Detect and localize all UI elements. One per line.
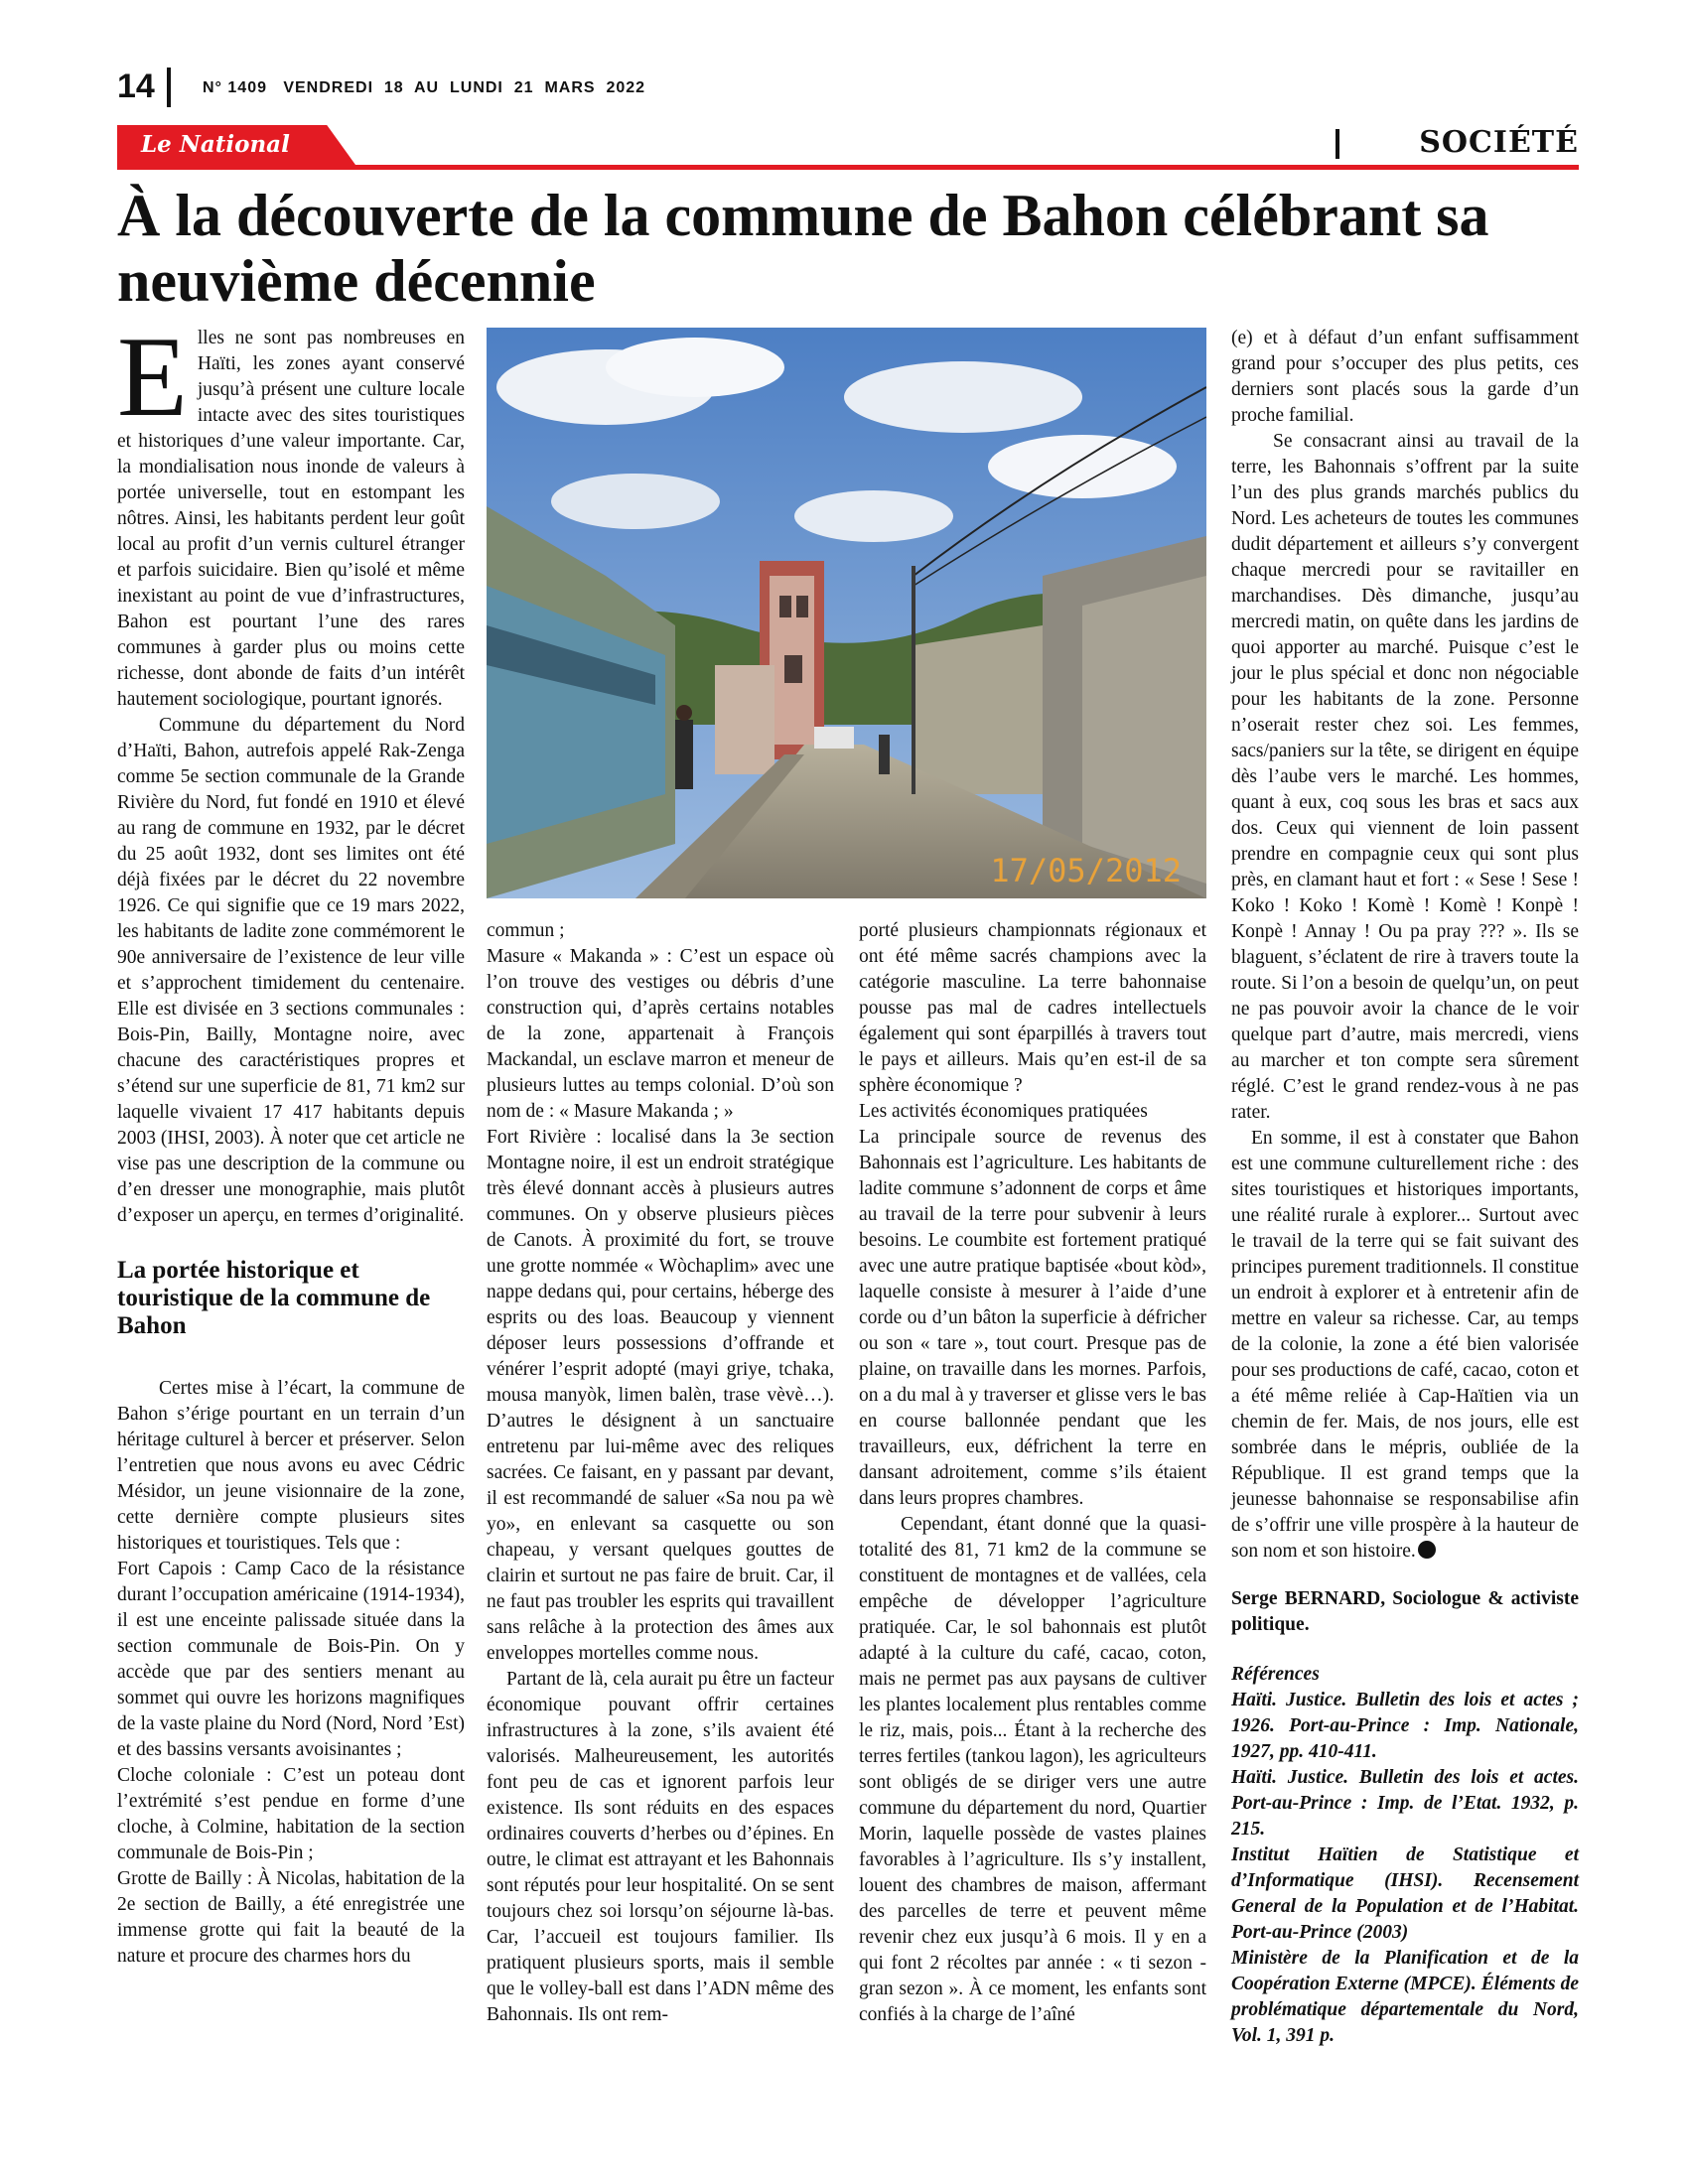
red-rule <box>117 165 1579 170</box>
article-column-2 <box>487 918 834 2028</box>
page-header <box>117 66 1577 115</box>
paragraph: Fort Capois : Camp Caco de la résistance durant l’occupation américaine (1914-1934), il est une enceinte palissade située dans la section communale de Bois-Pin. On y accède que par des sentiers menant au sommet qui ouvre les horizons magnifiques de la vaste plaine du Nord (Nord, Nord ’Est) et des bassins versants avoisinantes ; <box>117 1559 465 1760</box>
reference-item: Haïti. Justice. Bulletin des lois et actes ; 1926. Port-au-Prince : Imp. Nationale, 1927, pp. 410-411. <box>1231 1690 1579 1762</box>
section-subheading: La portée historique et touristique de la commune de Bahon <box>117 1257 431 1339</box>
reference-item: Ministère de la Planification et de la Coopération Externe (MPCE). Éléments de problématique départementale du Nord, Vol. 1, 391 p. <box>1231 1948 1579 2046</box>
paragraph: Grotte de Bailly : À Nicolas, habitation de la 2e section de Bailly, a été enregistrée une immense grotte qui fait la beauté de la nature et procure des charmes hors du <box>117 1868 465 1967</box>
author-signature-end: . <box>1304 1614 1310 1635</box>
issue-date-line: N° 1409 VENDREDI 18 AU LUNDI 21 MARS 2022 <box>203 79 646 96</box>
paragraph: Se consacrant ainsi au travail de la terre, les Bahonnais s’offrent par la suite l’un des plus grands marchés publics du Nord. Les acheteurs de toutes les communes dudit département et ailleurs s’y convergent chaque mercredi pour se ravitailler en marchandises. Dès dimanche, jusqu’au mercredi matin, on quête dans les jardins de quoi apporter au marché. Puisque c’est le jour le plus spécial et donc non négociable pour les habitants de la zone. Personne n’oserait rester chez soi. Les femmes, sacs/paniers sur la tête, se dirigent en équipe dès l’aube vers le marché. Les hommes, quant à eux, coq sous les bras et sacs aux dos. Ceux qui viennent de loin passent prendre en compagnie ceux qui sont plus près, en clamant haut et fort : « Sese ! Sese ! Koko ! Koko ! Komè ! Komè ! Konpè ! Konpè ! Annay ! Ou pa pray ??? ». Ils se blaguent, s’éclatent de rire à travers toute la route. Si l’on a besoin de quelqu’un, on peut ne pas pouvoir avoir la chance de le voir quelque part d’autre, mais mercredi, viens au marcher et ton compte sera sûrement réglé. C’est le grand rendez-vous à ne pas rater. <box>1231 431 1579 1123</box>
street-scene-image <box>487 328 1206 898</box>
intro-text: lles ne sont pas nombreuses en Haïti, les zones ayant conservé jusqu’à présent une culture locale intacte avec des sites touristiques et historiques d’une valeur importante. Car, la mondialisation nous inonde de valeurs à portée universelle, tout en estompant les nôtres. Ainsi, les habitants perdent leur goût local au profit d’un vernis culturel étranger et parfois suicidaire. Bien qu’isolé et même inexistant au point de vue d’infrastructures, Bahon est pourtant l’une des rares communes à garder plus ou moins cette richesse, dont abonde de faits d’un intérêt hautement sociologique, pourtant ignorés. <box>117 328 465 710</box>
paragraph: Commune du département du Nord d’Haïti, Bahon, autrefois appelé Rak-Zenga comme 5e section communale de la Grande Rivière du Nord, fut fondé en 1910 et élevé au rang de commune en 1932, par le décret du 25 août 1932, dont ses limites ont été déjà fixées par le décret du 22 novembre 1926. Ce qui signifie que ce 19 mars 2022, les habitants de ladite zone commémorent le 90e anniversaire de l’existence de leur ville et s’approchent timidement du centenaire. Elle est divisée en 3 sections communales : Bois-Pin, Bailly, Montagne noire, avec chacune des caractéristiques propres et s’étend sur une superficie de 81, 71 km2 sur laquelle vivaient 17 417 habitants depuis 2003 (IHSI, 2003). À noter que cet article ne vise pas une description de la commune ou d’en dresser une monographie, mais plutôt d’exposer un aperçu, en termes d’originalité. <box>117 715 465 1226</box>
closing-paragraph <box>1231 1126 1579 1565</box>
closing-text: En somme, il est à constater que Bahon est une commune culturellement riche : des sites touristiques et historiques importants, une réalité rurale à explorer... Surtout avec le travail de la terre qui se fait suivant des principes purement traditionnels. Il constitue un endroit à explorer et à entretenir afin de mettre en valeur sa richesse. Car, au temps de la colonie, la zone a été bien valorisée pour ses productions de café, cacao, coton et a été même reliée à Cap-Haïtien via un chemin de fer. Mais, de nos jours, elle est sombrée dans le mépris, oubliée de la République. Il est grand temps que la jeunesse bahonnaise se responsabilise afin de s’offrir une ville prospère à la hauteur de son nom et son histoire. <box>1231 1128 1579 1562</box>
inline-subheading: Les activités économiques pratiquées <box>859 1101 1148 1122</box>
author-signature <box>1231 1586 1579 1638</box>
article-photo <box>487 328 1206 898</box>
drop-cap: E <box>117 314 188 441</box>
article-title: À la découverte de la commune de Bahon célébrant sa neuvième décennie <box>117 183 1489 314</box>
paragraph: La principale source de revenus des Bahonnais est l’agriculture. Les habitants de ladite commune s’adonnent de corps et âme au travail de la terre pour subvenir à leurs besoins. Le coumbite est fortement pratiqué avec une autre pratique baptisée «bout kòd», laquelle consiste à mesurer à l’aide d’une corde ou d’un bâton la superficie à défricher ou son « tare », tout court. Presque pas de plaine, on travaille dans les mornes. Parfois, on a du mal à y traverser et glisse vers le bas en course ballonnée pendant que les travailleurs, eux, défrichent la terre en dansant adroitement, comme s’ils étaient dans leurs propres chambres. <box>859 1127 1206 1509</box>
article-column-4 <box>1231 326 1579 2049</box>
paragraph: porté plusieurs championnats régionaux et ont été même sacrés champions avec la catégorie masculine. La terre bahonnaise pousse pas mal de cadres intellectuels également qui sont éparpillés à travers tout le pays et ailleurs. Mais qu’en est-il de sa sphère économique ? <box>859 920 1206 1096</box>
article-column-3 <box>859 918 1206 2028</box>
paragraph: Cloche coloniale : C’est un poteau dont l’extrémité s’est pendue en forme d’une cloche, à Colmine, habitation de la section communale de Bois-Pin ; <box>117 1765 465 1863</box>
section-divider <box>1336 129 1339 159</box>
section-banner <box>117 125 1579 173</box>
reference-item: Haïti. Justice. Bulletin des lois et actes. Port-au-Prince : Imp. de l’Etat. 1932, p. 215. <box>1231 1767 1579 1840</box>
paragraph: Partant de là, cela aurait pu être un facteur économique pouvant offrir certaines infrastructures à la zone, s’ils avaient été valorisés. Malheureusement, les autorités font peu de cas et ignorent parfois leur existence. Ils sont réduits en des espaces ordinaires couverts d’herbes ou d’épines. En outre, le climat est attrayant et les Bahonnais sont réputés pour leur hospitalité. On se sent toujours chez soi lorsqu’on séjourne là-bas. Car, l’accueil est toujours familier. Ils pratiquent plusieurs sports, mais il semble que le volley-ball est dans l’ADN même des Bahonnais. Ils ont rem- <box>487 1669 834 2025</box>
paragraph: (e) et à défaut d’un enfant suffisamment grand pour s’occuper des plus petits, ces derniers sont placés sous la garde d’un proche familial. <box>1231 328 1579 426</box>
intro-paragraph <box>117 314 465 713</box>
paragraph: Cependant, étant donné que la quasi-totalité des 81, 71 km2 de la commune se constituent de montagnes et de vallées, cela empêche de développer l’agriculture pratiquée. Car, le sol bahonnais est plutôt adapté à la culture du café, cacao, coton, mais ne permet pas aux paysans de cultiver les plantes localement plus rentables comme le riz, mais, pois... Étant à la recherche des terres fertiles (tankou lagon), les agriculteurs sont obligés de se diriger vers une autre commune du département du nord, Quartier Morin, laquelle possède de vastes plaines favorables à l’agriculture. Ils s’y installent, louent des chambres de maison, affermant des parcelles de terre et peuvent même revenir chez eux jusqu’à 6 mois. Il y en a qui font 2 récoltes par année : « ti sezon - gran sezon ». À ce moment, les enfants sont confiés à la charge de l’aîné <box>859 1514 1206 2025</box>
paragraph: Masure « Makanda » : C’est un espace où l’on trouve des vestiges ou débris d’une construction qui, d’après certains notables de la zone, appartenait à François Mackandal, un esclave marron et meneur de plusieurs luttes au temps colonial. D’où son nom de : « Masure Makanda ; » <box>487 946 834 1122</box>
author-name: Serge BERNARD, Sociologue & activiste politique <box>1231 1588 1579 1635</box>
paragraph: Certes mise à l’écart, la commune de Bahon s’érige pourtant en un terrain d’un héritage culturel à bercer et préserver. Selon l’entretien que nous avons eu avec Cédric Mésidor, un jeune visionnaire de la zone, cette dernière compte plusieurs sites historiques et touristiques. Tels que : <box>117 1378 465 1554</box>
section-name: SOCIÉTÉ <box>1419 125 1579 160</box>
photo-date-stamp: 17/05/2012 <box>990 852 1182 889</box>
article-column-1 <box>117 314 465 1970</box>
paragraph: Fort Rivière : localisé dans la 3e section Montagne noire, il est un endroit stratégique très élevé donnant accès à plusieurs autres communes. On y observe plusieurs pièces de Canots. À proximité du fort, se trouve une grotte nommée « Wòchaplim» avec une nappe dedans qui, pour certains, héberge des esprits ou des loas. Beaucoup y viennent déposer leurs possessions d’offrande et vénérer l’esprit adopté (mayi griye, tchaka, mousa manyòk, limen balèn, trase vèvè…). D’autres le désignent à un sanctuaire entretenu par lui-même avec des reliques sacrées. Ce faisant, en y passant par devant, il est recommandé de saluer «Sa nou pa wè yo», en enlevant sa casquette ou son chapeau, y versant quelques gouttes de clairin et surtout ne pas faire de bruit. Car, il ne faut pas troubler les esprits qui travaillent sans relâche à la protection des âmes aux enveloppes mortelles comme nous. <box>487 1127 834 1664</box>
newspaper-brand: Le National <box>141 131 290 158</box>
paragraph: commun ; <box>487 920 565 941</box>
page-number: 14 <box>117 68 155 105</box>
references-heading: Références <box>1231 1664 1320 1685</box>
end-mark-icon <box>1418 1541 1436 1559</box>
reference-item: Institut Haïtien de Statistique et d’Informatique (IHSI). Recensement General de la Population et de l’Habitat. Port-au-Prince (2003) <box>1231 1844 1579 1943</box>
page-number-divider <box>167 68 171 107</box>
